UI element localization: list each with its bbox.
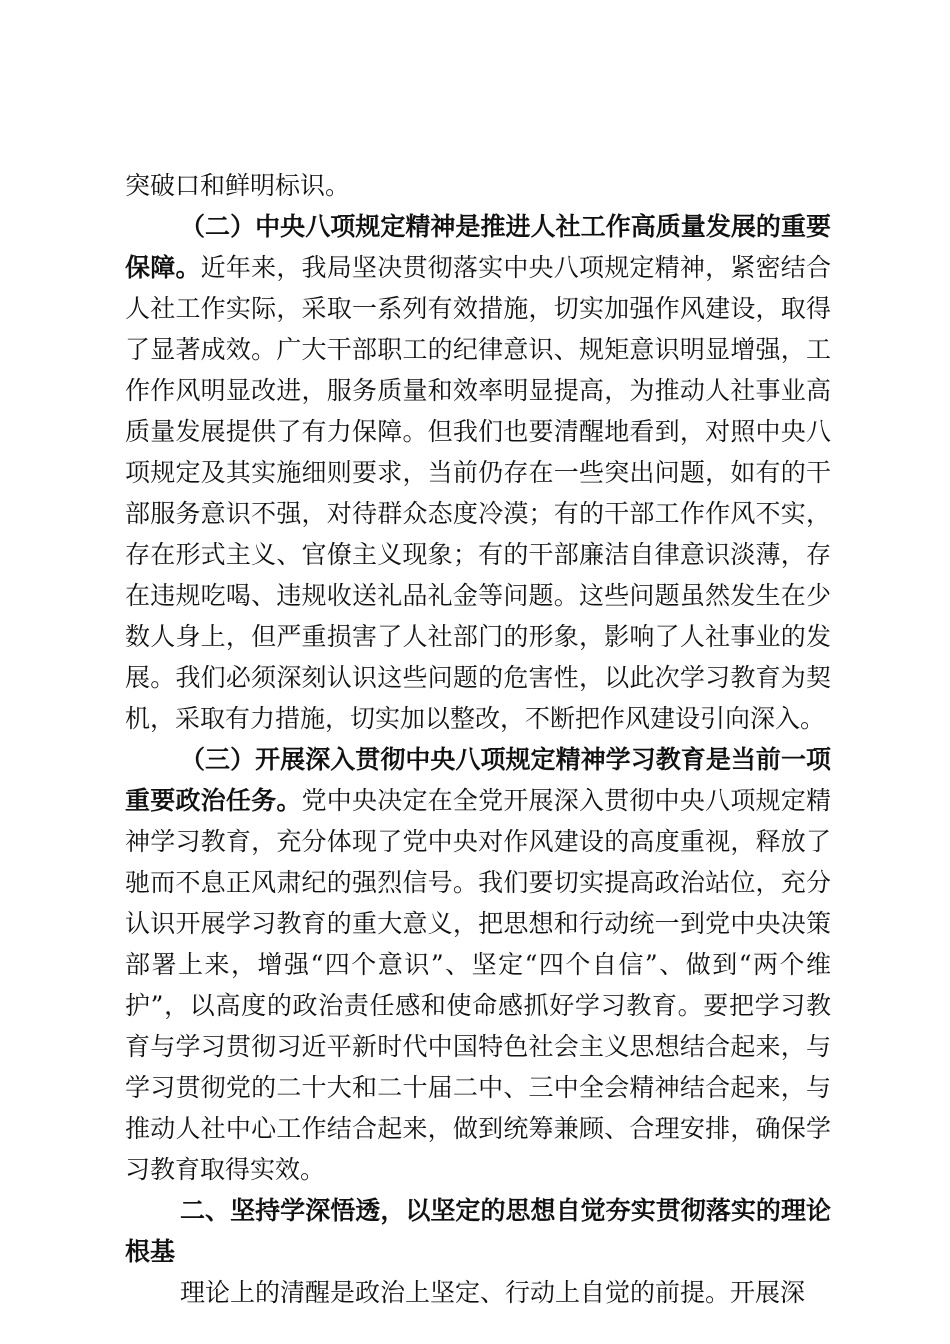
paragraph-text: 党中央决定在全党开展深入贯彻中央八项规定精神学习教育，充分体现了党中央对作风建设的高度重视，释放了驰而不息正风肃纪的强烈信号。我们要切实提高政治站位，充分认识开展学习教育的重大意义，把思想和行动统一到党中央决策部署上来，增强“四个意识”、坚定“四个自信”、做到“两个维护”，以高度的政治责任感和使命感抓好学习教育。要把学习教育与学习贯彻习近平新时代中国特色社会主义思想结合起来，与学习贯彻党的二十大和二十届二中、三中全会精神结合起来，与推动人社中心工作结合起来，做到统筹兼顾、合理安排，确保学习教育取得实效。 (125, 786, 831, 1184)
paragraph-continuation (125, 165, 831, 206)
paragraph-text: 突破口和鲜明标识。 (125, 171, 351, 200)
paragraph-lead-heading: （二）中央八项规定精神是推进人社工作高质量发展的重要保障。 (125, 212, 831, 282)
document-body (125, 165, 831, 1313)
section-heading: 二、坚持学深悟透，以坚定的思想自觉夯实贯彻落实的理论根基 (125, 1196, 831, 1266)
paragraph-text: 近年来，我局坚决贯彻落实中央八项规定精神，紧密结合人社工作实际，采取一系列有效措施，切实加强作风建设，取得了显著成效。广大干部职工的纪律意识、规矩意识明显增强，工作作风明显改进，服务质量和效率明显提高，为推动人社事业高质量发展提供了有力保障。但我们也要清醒地看到，对照中央八项规定及其实施细则要求，当前仍存在一些突出问题，如有的干部服务意识不强，对待群众态度冷漠；有的干部工作作风不实，存在形式主义、官僚主义现象；有的干部廉洁自律意识淡薄，存在违规吃喝、违规收送礼品礼金等问题。这些问题虽然发生在少数人身上，但严重损害了人社部门的形象，影响了人社事业的发展。我们必须深刻认识这些问题的危害性，以此次学习教育为契机，采取有力措施，切实加以整改，不断把作风建设引向深入。 (125, 253, 831, 733)
paragraph-lead-heading: （三）开展深入贯彻中央八项规定精神学习教育是当前一项重要政治任务。 (125, 745, 831, 815)
paragraph-section-2 (125, 206, 831, 739)
paragraph-section-3 (125, 739, 831, 1190)
paragraph-text: 理论上的清醒是政治上坚定、行动上自觉的前提。开展深 (180, 1278, 806, 1307)
paragraph-final (125, 1272, 831, 1313)
